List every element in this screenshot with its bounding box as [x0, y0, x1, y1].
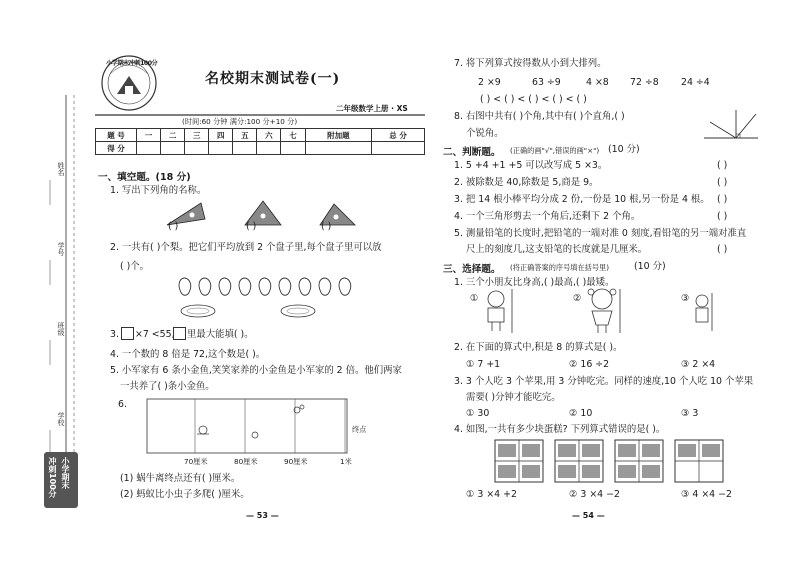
- ruler-label-70: 70厘米: [184, 457, 208, 466]
- cake-box-4: [675, 440, 723, 482]
- q7-expr-4: 72 ÷8: [630, 77, 659, 88]
- plate-icon: [181, 305, 215, 317]
- score-head-cell: 总 分: [372, 129, 425, 142]
- q2-pear-row: [176, 276, 366, 300]
- q7-expr-1: 2 ×9: [478, 77, 501, 88]
- judge-2-answer[interactable]: ( ): [717, 177, 728, 188]
- score-head-cell: 题 号: [96, 129, 137, 142]
- binding-name-label: 姓名: [57, 162, 65, 176]
- q3-box-1[interactable]: [121, 327, 134, 340]
- pear-icon: [179, 278, 191, 295]
- plate-icon: [281, 305, 315, 317]
- q3-box-2[interactable]: [173, 327, 186, 340]
- ruler-label-80: 80厘米: [234, 457, 258, 466]
- q8-text-line1: 8. 右图中共有( )个角,其中有( )个直角,( ): [454, 111, 625, 122]
- judge-1-answer[interactable]: ( ): [717, 160, 728, 171]
- choice-3-text-line1: 3. 3 个人吃 3 个苹果,用 3 分钟吃完。同样的速度,10 个人吃 10 个苹果: [454, 376, 754, 387]
- cake-box-1: [495, 440, 543, 482]
- score-head-cell: 四: [209, 129, 233, 142]
- judge-1-text: 1. 5 +4 +1 +5 可以改写成 5 ×3。: [454, 160, 608, 171]
- binding-class-label: 班级: [57, 322, 65, 336]
- q5-text-line1: 5. 小军家有 6 条小金鱼,笑笑家养的小金鱼是小军家的 2 倍。他们两家: [110, 365, 402, 376]
- score-input-cell[interactable]: [185, 142, 209, 155]
- q1-text: 1. 写出下列角的名称。: [110, 185, 207, 196]
- score-table: [95, 128, 425, 155]
- score-head-cell: 附加题: [305, 129, 372, 142]
- spine-badge-text-1: 小学期末: [61, 457, 70, 489]
- subject-label: 二年级数学上册 · XS: [336, 104, 408, 113]
- q2-text-line2: ( )个。: [120, 261, 150, 272]
- q1-angle-figures: [165, 199, 465, 229]
- q3-question: 里最大能填( )。: [187, 329, 254, 340]
- binding-column: [0, 0, 95, 583]
- choice-1-height-figures: [478, 287, 778, 335]
- q5-text-line2: 一共养了( )条小金鱼。: [120, 381, 215, 392]
- choice-3-opt-2[interactable]: ② 10: [569, 408, 593, 419]
- section-3-note: (将正确答案的序号填在括号里): [510, 263, 610, 272]
- choice-2-opt-1[interactable]: ① 7 +1: [466, 359, 501, 370]
- ruler-label-1m: 1米: [340, 457, 352, 466]
- cake-box-2: [555, 440, 603, 482]
- q8-text-line2: 个锐角。: [466, 128, 504, 139]
- q7-text: 7. 将下列算式按得数从小到大排列。: [454, 58, 607, 69]
- score-input-cell[interactable]: [233, 142, 257, 155]
- time-score-note: (时间:60 分钟 满分:100 分+10 分): [182, 117, 298, 126]
- score-input-cell[interactable]: [209, 142, 233, 155]
- spine-badge: [44, 452, 78, 508]
- ruler-label-90: 90厘米: [284, 457, 308, 466]
- cake-box-3: [615, 440, 663, 482]
- pear-icon: [219, 278, 231, 295]
- choice-3-text-line2: 需要( )分钟才能吃完。: [466, 392, 561, 403]
- score-head-cell: 一: [137, 129, 161, 142]
- section-2-heading: 二、判断题。: [443, 147, 501, 158]
- q1-blank-2[interactable]: ( ): [246, 221, 257, 232]
- cake-boxes-figure: [495, 440, 755, 484]
- judge-4-text: 4. 一个三角形剪去一个角后,还剩下 2 个角。: [454, 211, 641, 222]
- snail-icon: [197, 426, 209, 434]
- pear-icon: [279, 278, 291, 295]
- score-table-head: [96, 129, 425, 142]
- series-logo-text: 小学期末冲刺100分: [106, 60, 158, 67]
- judge-2-text: 2. 被除数是 40,除数是 5,商是 9。: [454, 177, 599, 188]
- score-head-cell: 二: [161, 129, 185, 142]
- q7-expr-2: 63 ÷9: [532, 77, 561, 88]
- score-head-cell: 三: [185, 129, 209, 142]
- judge-3-answer[interactable]: ( ): [717, 194, 728, 205]
- score-head-cell: 七: [281, 129, 305, 142]
- score-input-cell[interactable]: [161, 142, 185, 155]
- judge-5-answer[interactable]: ( ): [717, 244, 728, 255]
- q6-ruler-figure: [147, 397, 357, 459]
- choice-3-opt-1[interactable]: ① 30: [466, 408, 490, 419]
- series-logo: [100, 54, 158, 112]
- q1-blank-3[interactable]: ( ): [321, 221, 332, 232]
- q2-plates: [180, 302, 330, 322]
- q7-expr-5: 24 ÷4: [681, 77, 710, 88]
- ruler-end-label: 终点: [352, 425, 367, 434]
- score-table-row: [96, 142, 425, 155]
- ant-icon: [294, 405, 304, 413]
- q2-text-line1: 2. 一共有( )个梨。把它们平均放到 2 个盘子里,每个盘子里可以放: [110, 242, 382, 253]
- pear-icon: [299, 278, 311, 295]
- choice-4-opt-3[interactable]: ③ 4 ×4 −2: [681, 489, 732, 500]
- choice-1-opt-1[interactable]: ①: [470, 293, 479, 304]
- q3-number: 3.: [110, 329, 119, 340]
- binding-id-label: 学号: [57, 242, 65, 256]
- choice-2-opt-3[interactable]: ③ 2 ×4: [681, 359, 716, 370]
- child-2-figure: [588, 289, 620, 333]
- choice-2-text: 2. 在下面的算式中,积是 8 的算式是( )。: [454, 342, 623, 353]
- q3-inequality: ×7 <55,: [135, 329, 175, 340]
- section-1-heading: 一、填空题。(18 分): [98, 172, 191, 183]
- q8-angle-figure: [702, 108, 762, 142]
- child-1-figure: [488, 289, 512, 333]
- score-input-cell[interactable]: [305, 142, 372, 155]
- judge-5-text-line2: 尺上的刻度几,这支铅笔的长度就是几厘米。: [466, 244, 648, 255]
- choice-4-text: 4. 如图,一共有多少块蛋糕? 下列算式错误的是( )。: [454, 424, 666, 435]
- q4-text: 4. 一个数的 8 倍是 72,这个数是( )。: [110, 349, 266, 360]
- section-2-note: (正确的画"√",错误的画"×"): [510, 146, 600, 155]
- q7-expr-3: 4 ×8: [586, 77, 609, 88]
- right-page-number: — 54 —: [572, 511, 605, 520]
- choice-4-opt-2[interactable]: ② 3 ×4 −2: [569, 489, 620, 500]
- q1-blank-1[interactable]: ( ): [168, 221, 179, 232]
- score-input-cell[interactable]: [137, 142, 161, 155]
- left-page-number: — 53 —: [246, 511, 279, 520]
- pear-icon: [339, 278, 351, 295]
- child-3-figure: [696, 293, 712, 331]
- choice-2-opt-2[interactable]: ② 16 ÷2: [569, 359, 610, 370]
- score-input-cell[interactable]: [281, 142, 305, 155]
- score-head-cell: 六: [257, 129, 281, 142]
- choice-1-opt-2[interactable]: ②: [573, 293, 582, 304]
- pear-icon: [239, 278, 251, 295]
- spine-badge-text-2: 冲刺100分: [48, 457, 57, 498]
- judge-3-text: 3. 把 14 根小棒平均分成 2 份,一份是 10 根,另一份是 4 根。: [454, 194, 710, 205]
- judge-4-answer[interactable]: ( ): [717, 211, 728, 222]
- binding-school-label: 学校: [57, 412, 65, 426]
- score-head-cell: 五: [233, 129, 257, 142]
- q6-sub-2: (2) 蚂蚁比小虫子多爬( )厘米。: [120, 489, 250, 500]
- pear-icon: [259, 278, 271, 295]
- section-3-score: (10 分): [634, 261, 666, 272]
- score-input-cell[interactable]: [372, 142, 425, 155]
- choice-1-opt-3[interactable]: ③: [681, 293, 690, 304]
- score-input-cell[interactable]: [257, 142, 281, 155]
- page-title: 名校期末测试卷(一): [205, 71, 341, 87]
- choice-4-opt-1[interactable]: ① 3 ×4 +2: [466, 489, 517, 500]
- pear-icon: [319, 278, 331, 295]
- q7-order-blanks[interactable]: ( ) < ( ) < ( ) < ( ) < ( ): [480, 94, 587, 105]
- q6-number: 6.: [118, 399, 127, 410]
- pear-icon: [199, 278, 211, 295]
- score-row-label: 得 分: [96, 142, 137, 155]
- bug-icon: [252, 432, 258, 438]
- judge-5-text-line1: 5. 测量铅笔的长度时,把铅笔的一端对准 0 刻度,看铅笔的另一端对准直: [454, 228, 747, 239]
- choice-1-text: 1. 三个小朋友比身高,( )最高,( )最矮。: [454, 277, 615, 288]
- section-2-score: (10 分): [608, 144, 640, 155]
- q6-sub-1: (1) 蜗牛离终点还有( )厘米。: [120, 473, 241, 484]
- choice-3-opt-3[interactable]: ③ 3: [681, 408, 699, 419]
- section-3-heading: 三、选择题。: [443, 264, 501, 275]
